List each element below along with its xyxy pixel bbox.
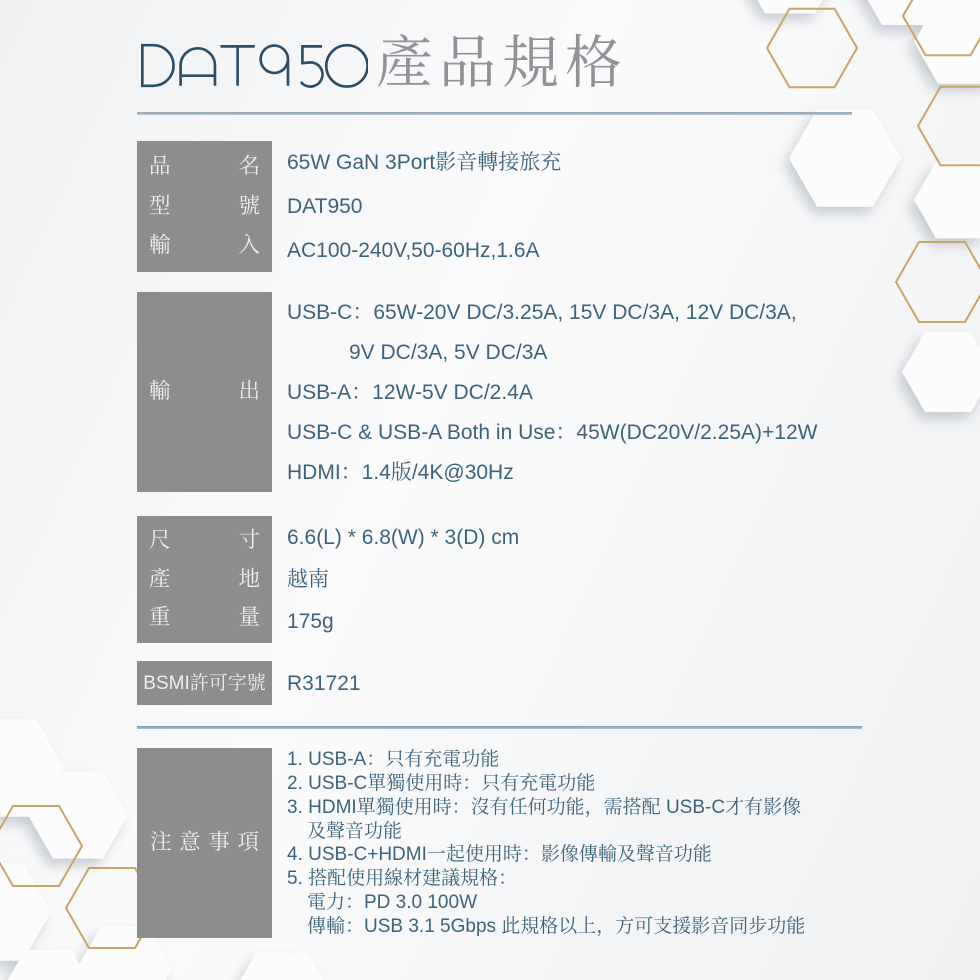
row-label-input: 輸 入 xyxy=(149,233,260,258)
note-item: 2. USB-C單獨使用時：只有充電功能 xyxy=(287,773,596,795)
basic-info-labels xyxy=(137,141,272,272)
note-item: 3. HDMI單獨使用時：沒有任何功能，需搭配 USB-C才有影像 xyxy=(287,796,802,818)
dimensions-value: 6.6(L) * 6.8(W) * 3(D) cm xyxy=(287,525,520,549)
note-item: 1. USB-A：只有充電功能 xyxy=(287,749,500,771)
note-item-continuation: 及聲音功能 xyxy=(307,820,403,842)
row-label-model: 型 號 xyxy=(149,193,260,218)
origin-value: 越南 xyxy=(287,567,329,591)
output-line: USB-C & USB-A Both in Use：45W(DC20V/2.25A)+12W xyxy=(287,420,818,444)
bsmi-value: R31721 xyxy=(287,671,361,695)
output-line: HDMI：1.4版/4K@30Hz xyxy=(287,460,514,484)
notes-list xyxy=(287,748,805,938)
input-value: AC100-240V,50-60Hz,1.6A xyxy=(287,238,540,262)
title-underline xyxy=(137,112,852,115)
bsmi-label: BSMI許可字號 xyxy=(143,672,266,694)
output-label-box xyxy=(137,292,272,492)
title-model xyxy=(0,0,1,1)
row-label-dimensions: 尺 寸 xyxy=(149,528,260,553)
physical-info-labels xyxy=(137,516,272,643)
bsmi-values xyxy=(287,661,361,705)
note-item-detail: 電力：PD 3.0 100W xyxy=(307,891,477,913)
output-line: USB-C：65W-20V DC/3.25A, 15V DC/3A, 12V DC/3A, xyxy=(287,300,797,324)
row-label-output: 輸 出 xyxy=(149,379,260,404)
bsmi-label-box xyxy=(137,661,272,705)
notes-label-box xyxy=(137,748,272,938)
title-model-lettering xyxy=(140,37,368,94)
weight-value: 175g xyxy=(287,610,334,634)
note-item-detail: 傳輸：USB 3.1 5Gbps 此規格以上，方可支援影音同步功能 xyxy=(307,915,806,937)
output-values xyxy=(287,292,817,492)
row-label-origin: 產 地 xyxy=(149,566,260,591)
row-label-product-name: 品 名 xyxy=(149,154,260,179)
note-item: 4. USB-C+HDMI一起使用時：影像傳輸及聲音功能 xyxy=(287,844,712,866)
basic-info-values xyxy=(287,141,561,272)
note-item: 5. 搭配使用線材建議規格： xyxy=(287,868,518,890)
model-value: DAT950 xyxy=(287,194,363,218)
output-line: 9V DC/3A, 5V DC/3A xyxy=(349,340,548,364)
title-suffix: 產品規格 xyxy=(376,31,628,95)
notes-label: 注 意 事 項 xyxy=(150,830,259,855)
section-divider xyxy=(137,726,862,729)
physical-info-values xyxy=(287,516,519,643)
output-line: USB-A：12W-5V DC/2.4A xyxy=(287,380,533,404)
row-label-weight: 重 量 xyxy=(149,605,260,630)
product-name-value: 65W GaN 3Port影音轉接旅充 xyxy=(287,151,562,175)
